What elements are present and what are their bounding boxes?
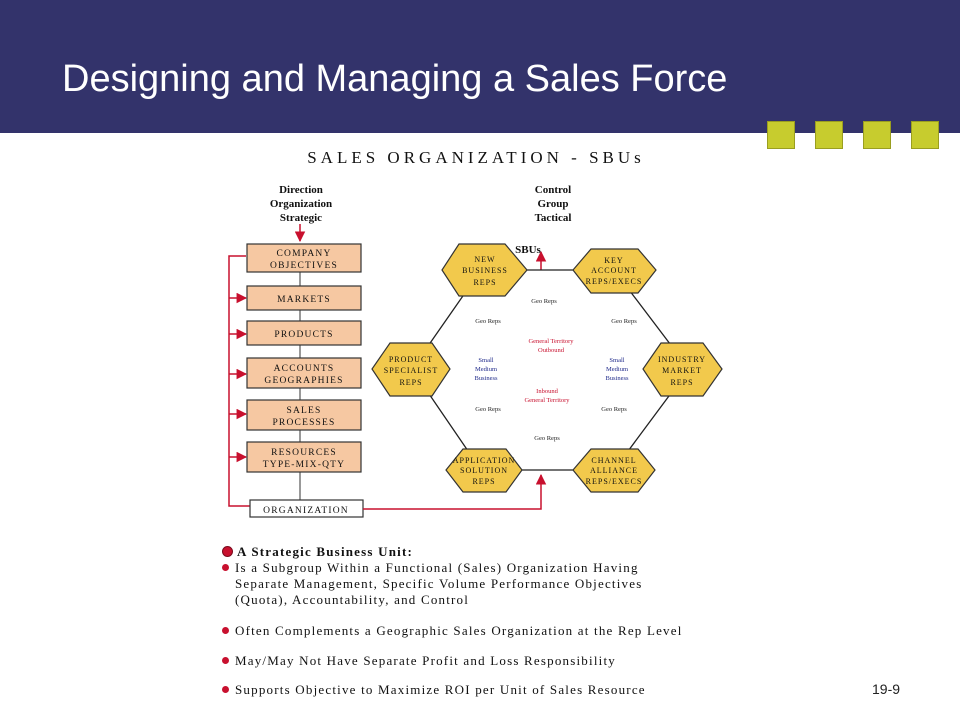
- left-header-line: Direction: [279, 184, 323, 196]
- note-text: May/May Not Have Separate Profit and Loss Responsibility: [235, 653, 616, 668]
- note-text: Supports Objective to Maximize ROI per Unit of Sales Resource: [235, 682, 646, 697]
- note-item: [222, 561, 639, 575]
- hexagon-label: INDUSTRY: [657, 355, 707, 364]
- hexagon-label: REPS: [472, 477, 496, 486]
- note-item-continued: [235, 593, 469, 607]
- segment-label: Small: [478, 357, 494, 364]
- segment-label: Medium: [474, 366, 498, 373]
- left-header-line: Strategic: [279, 212, 323, 224]
- bullet-icon: [222, 546, 233, 557]
- segment-label: Medium: [605, 366, 629, 373]
- organization-label: ORGANIZATION: [263, 506, 349, 516]
- right-header-line: Tactical: [534, 212, 572, 224]
- flow-box-label: RESOURCES: [271, 448, 337, 458]
- note-item-continued: [235, 577, 642, 591]
- hexagon-label: KEY: [604, 256, 624, 265]
- bullet-icon: [222, 627, 229, 634]
- geo-reps-label: Geo Reps: [601, 406, 627, 413]
- hexagon-label: ALLIANCE: [590, 466, 638, 475]
- bullet-icon: [222, 657, 229, 664]
- flow-box-label: COMPANY: [276, 249, 332, 259]
- flow-box-label: GEOGRAPHIES: [264, 376, 344, 386]
- notes-heading: A Strategic Business Unit:: [237, 544, 414, 559]
- note-text: Often Complements a Geographic Sales Organization at the Rep Level: [235, 623, 683, 638]
- outbound-label: Outbound: [538, 347, 564, 354]
- segment-label: Small: [609, 357, 625, 364]
- diagram-heading: SALES ORGANIZATION - SBUs: [307, 148, 645, 167]
- geo-reps-label: Geo Reps: [534, 435, 560, 442]
- segment-label: Business: [474, 375, 498, 382]
- hexagon-label: REPS/EXECS: [585, 477, 643, 486]
- outbound-label: General Territory: [528, 338, 574, 345]
- note-item: [222, 624, 683, 638]
- hexagon-label: REPS: [473, 278, 497, 287]
- inbound-label: Inbound: [536, 388, 558, 395]
- bullet-icon: [222, 686, 229, 693]
- segment-label: Business: [605, 375, 629, 382]
- flow-box-label: OBJECTIVES: [270, 261, 338, 271]
- left-header-line: Organization: [269, 198, 333, 210]
- flow-box-label: PROCESSES: [272, 418, 336, 428]
- hexagon-label: BUSINESS: [462, 266, 508, 275]
- bullet-icon: [222, 564, 229, 571]
- inbound-label: General Territory: [524, 397, 570, 404]
- sbu-label: SBUs: [515, 244, 541, 256]
- geo-reps-label: Geo Reps: [531, 298, 557, 305]
- slide-number: 19-9: [872, 681, 901, 697]
- note-text: Separate Management, Specific Volume Performance Objectives: [235, 576, 643, 591]
- hexagon-label: NEW: [474, 255, 496, 264]
- hexagon-label: SOLUTION: [460, 466, 508, 475]
- flow-box-label: TYPE-MIX-QTY: [262, 460, 346, 470]
- note-item: [222, 654, 616, 668]
- flow-box-label: MARKETS: [277, 295, 331, 305]
- note-text: Is a Subgroup Within a Functional (Sales) Organization Having: [235, 560, 639, 575]
- flow-box-label: ACCOUNTS: [273, 364, 335, 374]
- notes-heading-row: [222, 545, 413, 559]
- hexagon-label: ACCOUNT: [591, 266, 637, 275]
- right-header-line: Control: [534, 184, 572, 196]
- hexagon-label: PRODUCT: [388, 355, 434, 364]
- hexagon-label: REPS: [399, 378, 423, 387]
- geo-reps-label: Geo Reps: [475, 318, 501, 325]
- hexagon-label: CHANNEL: [591, 456, 637, 465]
- flow-box-label: PRODUCTS: [274, 330, 334, 340]
- geo-reps-label: Geo Reps: [611, 318, 637, 325]
- note-item: [222, 683, 646, 697]
- hexagon-label: APPLICATION: [452, 456, 516, 465]
- geo-reps-label: Geo Reps: [475, 406, 501, 413]
- right-header-line: Group: [537, 198, 569, 210]
- hexagon-label: REPS: [670, 378, 694, 387]
- note-text: (Quota), Accountability, and Control: [235, 592, 470, 607]
- flow-box-label: SALES: [286, 406, 322, 416]
- slide-title: Designing and Managing a Sales Force: [62, 58, 728, 100]
- hexagon-label: MARKET: [662, 366, 702, 375]
- hexagon-label: REPS/EXECS: [585, 277, 643, 286]
- hexagon-label: SPECIALIST: [383, 366, 439, 375]
